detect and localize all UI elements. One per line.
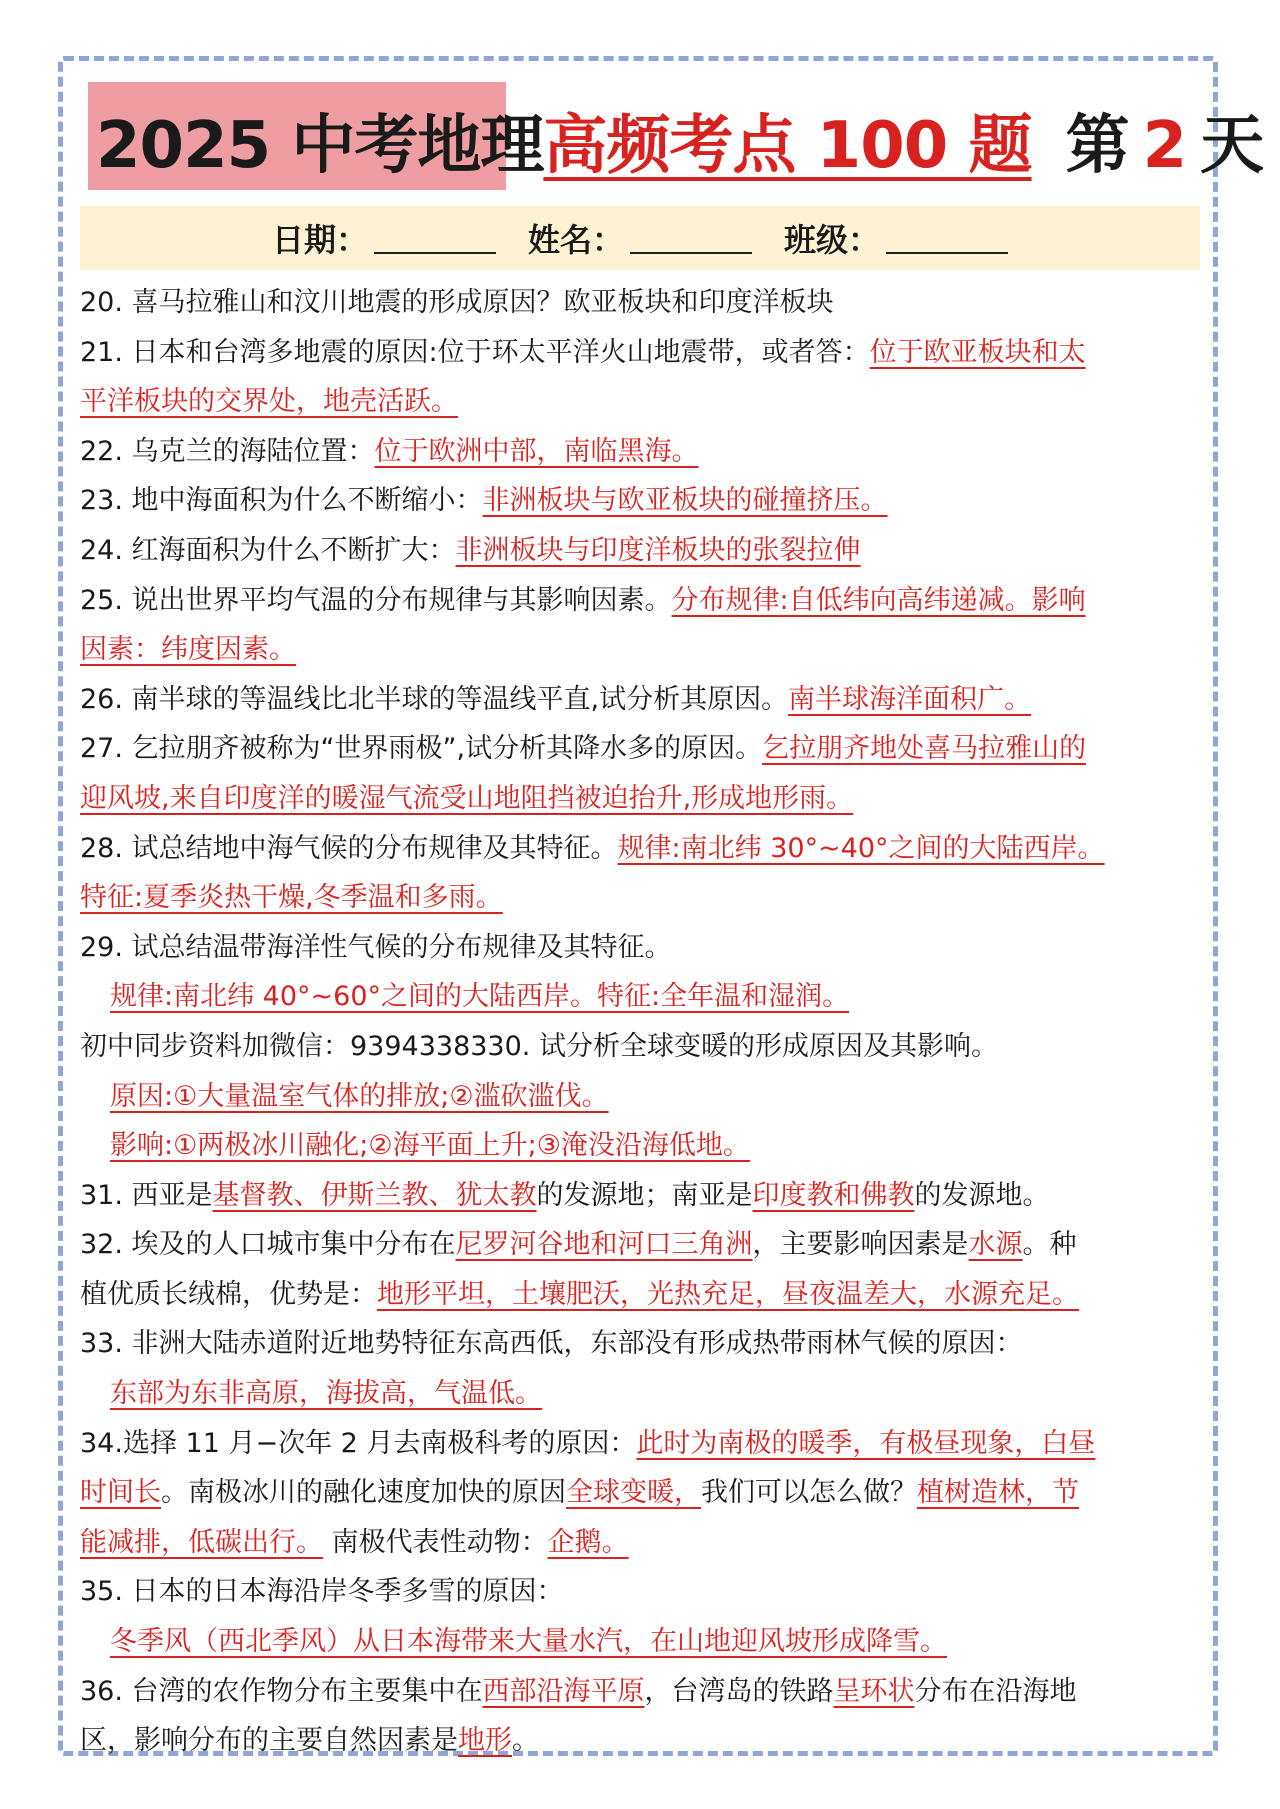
question-31 bbox=[80, 1171, 1210, 1221]
page-title bbox=[88, 82, 1264, 192]
question-23 bbox=[80, 476, 1210, 526]
question-30-answer-2 bbox=[80, 1121, 1210, 1171]
answer-text: 地形平坦，土壤肥沃，光热充足，昼夜温差大，水源充足。 bbox=[377, 1278, 1079, 1310]
answer-text: 此时为南极的暖季，有极昼现象，白昼 bbox=[636, 1427, 1096, 1459]
answer-text: 尼罗河谷地和河口三角洲 bbox=[455, 1229, 753, 1261]
question-text: 区，影响分布的主要自然因素是 bbox=[80, 1725, 458, 1757]
question-text: 29. 试总结温带海洋性气候的分布规律及其特征。 bbox=[80, 931, 672, 963]
class-label: 班级： bbox=[784, 221, 881, 259]
date-field bbox=[272, 215, 496, 261]
question-text: 20. 喜马拉雅山和汶川地震的形成原因？欧亚板块和印度洋板块 bbox=[80, 287, 834, 318]
answer-text: 乞拉朋齐地处喜马拉雅山的 bbox=[762, 733, 1087, 765]
question-25 bbox=[80, 576, 1210, 626]
question-text: 23. 地中海面积为什么不断缩小： bbox=[80, 485, 483, 517]
question-text: 。南极冰川的融化速度加快的原因 bbox=[161, 1477, 566, 1509]
answer-text: 特征:夏季炎热干燥,冬季温和多雨。 bbox=[80, 882, 503, 914]
question-24 bbox=[80, 526, 1210, 576]
name-field bbox=[528, 215, 752, 261]
answer-text: 非洲板块与印度洋板块的张裂拉伸 bbox=[455, 534, 861, 566]
answer-text: 非洲板块与欧亚板块的碰撞挤压。 bbox=[482, 485, 888, 517]
question-25-cont bbox=[80, 625, 1210, 675]
question-text: 34.选择 11 月−次年 2 月去南极科考的原因： bbox=[80, 1427, 637, 1459]
title-part2: 高频考点 100 题 bbox=[543, 109, 1032, 183]
question-34 bbox=[80, 1419, 1210, 1469]
question-30 bbox=[80, 1022, 1210, 1072]
question-text: 分布在沿海地 bbox=[914, 1675, 1077, 1707]
answer-text: 水源 bbox=[968, 1229, 1023, 1261]
question-text: 南极代表性动物： bbox=[323, 1526, 548, 1558]
question-32-cont bbox=[80, 1270, 1210, 1320]
question-22 bbox=[80, 427, 1210, 477]
question-26 bbox=[80, 675, 1210, 725]
answer-text: 位于欧洲中部，南临黑海。 bbox=[374, 435, 699, 467]
date-blank bbox=[374, 222, 496, 254]
class-blank bbox=[886, 222, 1008, 254]
answer-text: 影响:①两极冰川融化;②海平面上升;③淹没沿海低地。 bbox=[110, 1130, 750, 1162]
question-29-answer bbox=[80, 972, 1210, 1022]
question-text: 的发源地；南亚是 bbox=[536, 1179, 753, 1211]
question-28 bbox=[80, 824, 1210, 874]
question-text: 32. 埃及的人口城市集中分布在 bbox=[80, 1229, 456, 1261]
title-part1: 2025 中考地理 bbox=[96, 109, 544, 183]
title-text bbox=[96, 94, 1263, 186]
answer-text: 企鹅。 bbox=[547, 1526, 629, 1558]
answer-text: 西部沿海平原 bbox=[482, 1675, 645, 1707]
class-field bbox=[784, 215, 1008, 261]
question-text: 我们可以怎么做？ bbox=[701, 1477, 917, 1509]
question-34-cont-1 bbox=[80, 1468, 1210, 1518]
answer-text: 规律:南北纬 30°~40°之间的大陆西岸。 bbox=[617, 832, 1105, 864]
date-label: 日期： bbox=[271, 221, 368, 259]
question-34-cont-2 bbox=[80, 1518, 1210, 1568]
question-text: 24. 红海面积为什么不断扩大： bbox=[80, 534, 456, 566]
question-text: 36. 台湾的农作物分布主要集中在 bbox=[80, 1675, 483, 1707]
question-21-cont bbox=[80, 377, 1210, 427]
answer-text: 因素：纬度因素。 bbox=[80, 634, 296, 666]
answer-text: 冬季风（西北季风）从日本海带来大量水汽，在山地迎风坡形成降雪。 bbox=[110, 1626, 947, 1658]
question-text: 25. 说出世界平均气温的分布规律与其影响因素。 bbox=[80, 584, 672, 616]
answer-text: 印度教和佛教 bbox=[752, 1179, 915, 1211]
question-text: 22. 乌克兰的海陆位置： bbox=[80, 435, 375, 467]
question-28-cont bbox=[80, 873, 1210, 923]
question-33 bbox=[80, 1319, 1210, 1369]
answer-text: 能减排，低碳出行。 bbox=[80, 1526, 323, 1558]
title-part4: 天 bbox=[1200, 109, 1264, 183]
question-36-cont bbox=[80, 1716, 1210, 1766]
answer-text: 规律:南北纬 40°~60°之间的大陆西岸。特征:全年温和湿润。 bbox=[110, 981, 850, 1013]
answer-text: 全球变暖， bbox=[566, 1477, 701, 1509]
answer-text: 南半球海洋面积广。 bbox=[788, 683, 1032, 715]
question-text: 33. 非洲大陆赤道附近地势特征东高西低，东部没有形成热带雨林气候的原因： bbox=[80, 1328, 1023, 1360]
question-text: 。种 bbox=[1022, 1229, 1077, 1261]
answer-text: 地形 bbox=[458, 1725, 512, 1757]
answer-text: 迎风坡,来自印度洋的暖湿气流受山地阻挡被迫抬升,形成地形雨。 bbox=[80, 782, 854, 814]
question-text: 27. 乞拉朋齐被称为“世界雨极”,试分析其降水多的原因。 bbox=[80, 733, 763, 765]
question-35-answer bbox=[80, 1617, 1210, 1667]
question-text: ，主要影响因素是 bbox=[752, 1229, 969, 1261]
question-list bbox=[80, 278, 1210, 1766]
question-35 bbox=[80, 1567, 1210, 1617]
question-21 bbox=[80, 328, 1210, 378]
question-text: 28. 试总结地中海气候的分布规律及其特征。 bbox=[80, 832, 618, 864]
question-27 bbox=[80, 724, 1210, 774]
question-20 bbox=[80, 278, 1210, 328]
question-text: 31. 西亚是 bbox=[80, 1179, 213, 1211]
answer-text: 时间长 bbox=[80, 1477, 161, 1509]
name-blank bbox=[630, 222, 752, 254]
info-bar bbox=[80, 206, 1200, 270]
title-part3: 第 bbox=[1065, 109, 1129, 183]
question-text: 植优质长绒棉，优势是： bbox=[80, 1278, 377, 1310]
question-text: 26. 南半球的等温线比北半球的等温线平直,试分析其原因。 bbox=[80, 683, 789, 715]
day-number: 2 bbox=[1142, 109, 1187, 183]
answer-text: 植树造林，节 bbox=[917, 1477, 1079, 1509]
question-30-answer-1 bbox=[80, 1072, 1210, 1122]
answer-text: 基督教、伊斯兰教、犹太教 bbox=[212, 1179, 537, 1211]
question-32 bbox=[80, 1220, 1210, 1270]
question-text: 35. 日本的日本海沿岸冬季多雪的原因： bbox=[80, 1576, 564, 1608]
answer-text: 分布规律:自低纬向高纬递减。影响 bbox=[671, 584, 1086, 616]
question-27-cont bbox=[80, 774, 1210, 824]
question-text: ，台湾岛的铁路 bbox=[644, 1675, 834, 1707]
name-label: 姓名： bbox=[527, 221, 624, 259]
question-text: 21. 日本和台湾多地震的原因:位于环太平洋火山地震带，或者答： bbox=[80, 336, 870, 368]
question-33-answer bbox=[80, 1369, 1210, 1419]
answer-text: 原因:①大量温室气体的排放;②滥砍滥伐。 bbox=[110, 1080, 609, 1112]
answer-text: 平洋板块的交界处，地壳活跃。 bbox=[80, 386, 458, 418]
question-text: 的发源地。 bbox=[914, 1179, 1050, 1211]
question-36 bbox=[80, 1667, 1210, 1717]
answer-text: 呈环状 bbox=[833, 1675, 915, 1707]
answer-text: 东部为东非高原，海拔高，气温低。 bbox=[110, 1378, 542, 1410]
question-29 bbox=[80, 923, 1210, 973]
question-text: 。 bbox=[512, 1725, 539, 1757]
question-text: 初中同步资料加微信：9394338330. 试分析全球变暖的形成原因及其影响。 bbox=[80, 1030, 998, 1062]
answer-text: 位于欧亚板块和太 bbox=[869, 336, 1086, 368]
